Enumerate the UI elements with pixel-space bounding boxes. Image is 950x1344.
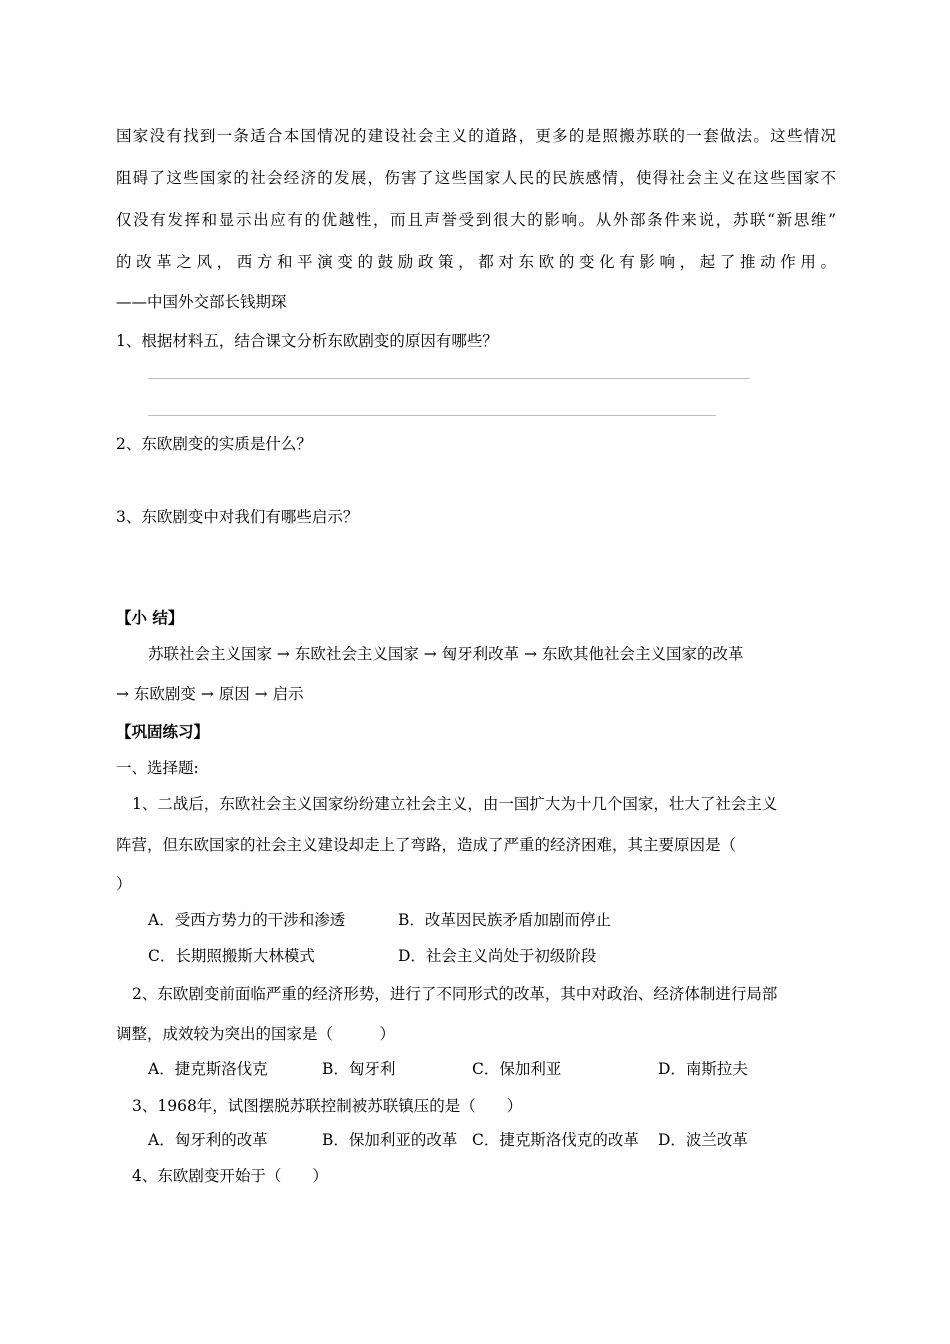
option-b[interactable]: B．改革因民族矛盾加剧而停止	[398, 911, 611, 929]
option-a[interactable]: A．捷克斯洛伐克	[148, 1060, 268, 1078]
material-source: ——中国外交部长钱期琛	[116, 293, 287, 311]
material-line: 的改革之风，西方和平演变的鼓励政策，都对东欧的变化有影响，起了推动作用。	[116, 253, 836, 271]
question-3: 3、东欧剧变中对我们有哪些启示？	[116, 508, 359, 526]
option-d[interactable]: D．社会主义尚处于初级阶段	[398, 947, 597, 965]
summary-flow: 苏联社会主义国家 → 东欧社会主义国家 → 匈牙利改革 → 东欧其他社会主义国家的改革	[148, 645, 744, 663]
practice-heading: 【巩固练习】	[116, 722, 210, 741]
question-1: 1、根据材料五，结合课文分析东欧剧变的原因有哪些？	[116, 332, 498, 350]
practice-q1: ）	[116, 875, 132, 893]
option-c[interactable]: C．长期照搬斯大林模式	[148, 947, 315, 965]
question-2: 2、东欧剧变的实质是什么？	[116, 435, 312, 453]
practice-q2: 2、东欧剧变前面临严重的经济形势，进行了不同形式的改革，其中对政治、经济体制进行局部	[132, 985, 778, 1003]
practice-q4: 4、东欧剧变开始于（ ）	[132, 1167, 328, 1185]
practice-q3: 3、1968年，试图摆脱苏联控制被苏联镇压的是（ ）	[132, 1097, 523, 1115]
material-line: 国家没有找到一条适合本国情况的建设社会主义的道路，更多的是照搬苏联的一套做法。这些情况	[116, 127, 836, 145]
practice-q1: 阵营，但东欧国家的社会主义建设却走上了弯路，造成了严重的经济困难，其主要原因是（	[116, 836, 737, 854]
option-b[interactable]: B．保加利亚的改革	[322, 1131, 458, 1149]
option-a[interactable]: A．匈牙利的改革	[148, 1131, 268, 1149]
answer-line[interactable]	[148, 378, 750, 379]
practice-q2: 调整，成效较为突出的国家是（ ）	[116, 1025, 396, 1043]
option-d[interactable]: D．南斯拉夫	[658, 1060, 748, 1078]
summary-flow: → 东欧剧变 → 原因 → 启示	[116, 685, 304, 703]
option-c[interactable]: C．保加利亚	[472, 1060, 562, 1078]
practice-q1: 1、二战后，东欧社会主义国家纷纷建立社会主义，由一国扩大为十几个国家，壮大了社会主义	[132, 795, 778, 813]
option-c[interactable]: C．捷克斯洛伐克的改革	[472, 1131, 639, 1149]
practice-section: 一、选择题:	[116, 759, 199, 777]
material-line: 仅没有发挥和显示出应有的优越性，而且声誉受到很大的影响。从外部条件来说，苏联“新思维”	[116, 211, 836, 229]
material-line: 阻碍了这些国家的社会经济的发展，伤害了这些国家人民的民族感情，使得社会主义在这些国家不	[116, 169, 836, 187]
option-a[interactable]: A．受西方势力的干涉和渗透	[148, 911, 346, 929]
answer-line[interactable]	[148, 415, 716, 416]
summary-heading: 【小 结】	[116, 608, 184, 627]
option-b[interactable]: B．匈牙利	[322, 1060, 396, 1078]
option-d[interactable]: D．波兰改革	[658, 1131, 748, 1149]
